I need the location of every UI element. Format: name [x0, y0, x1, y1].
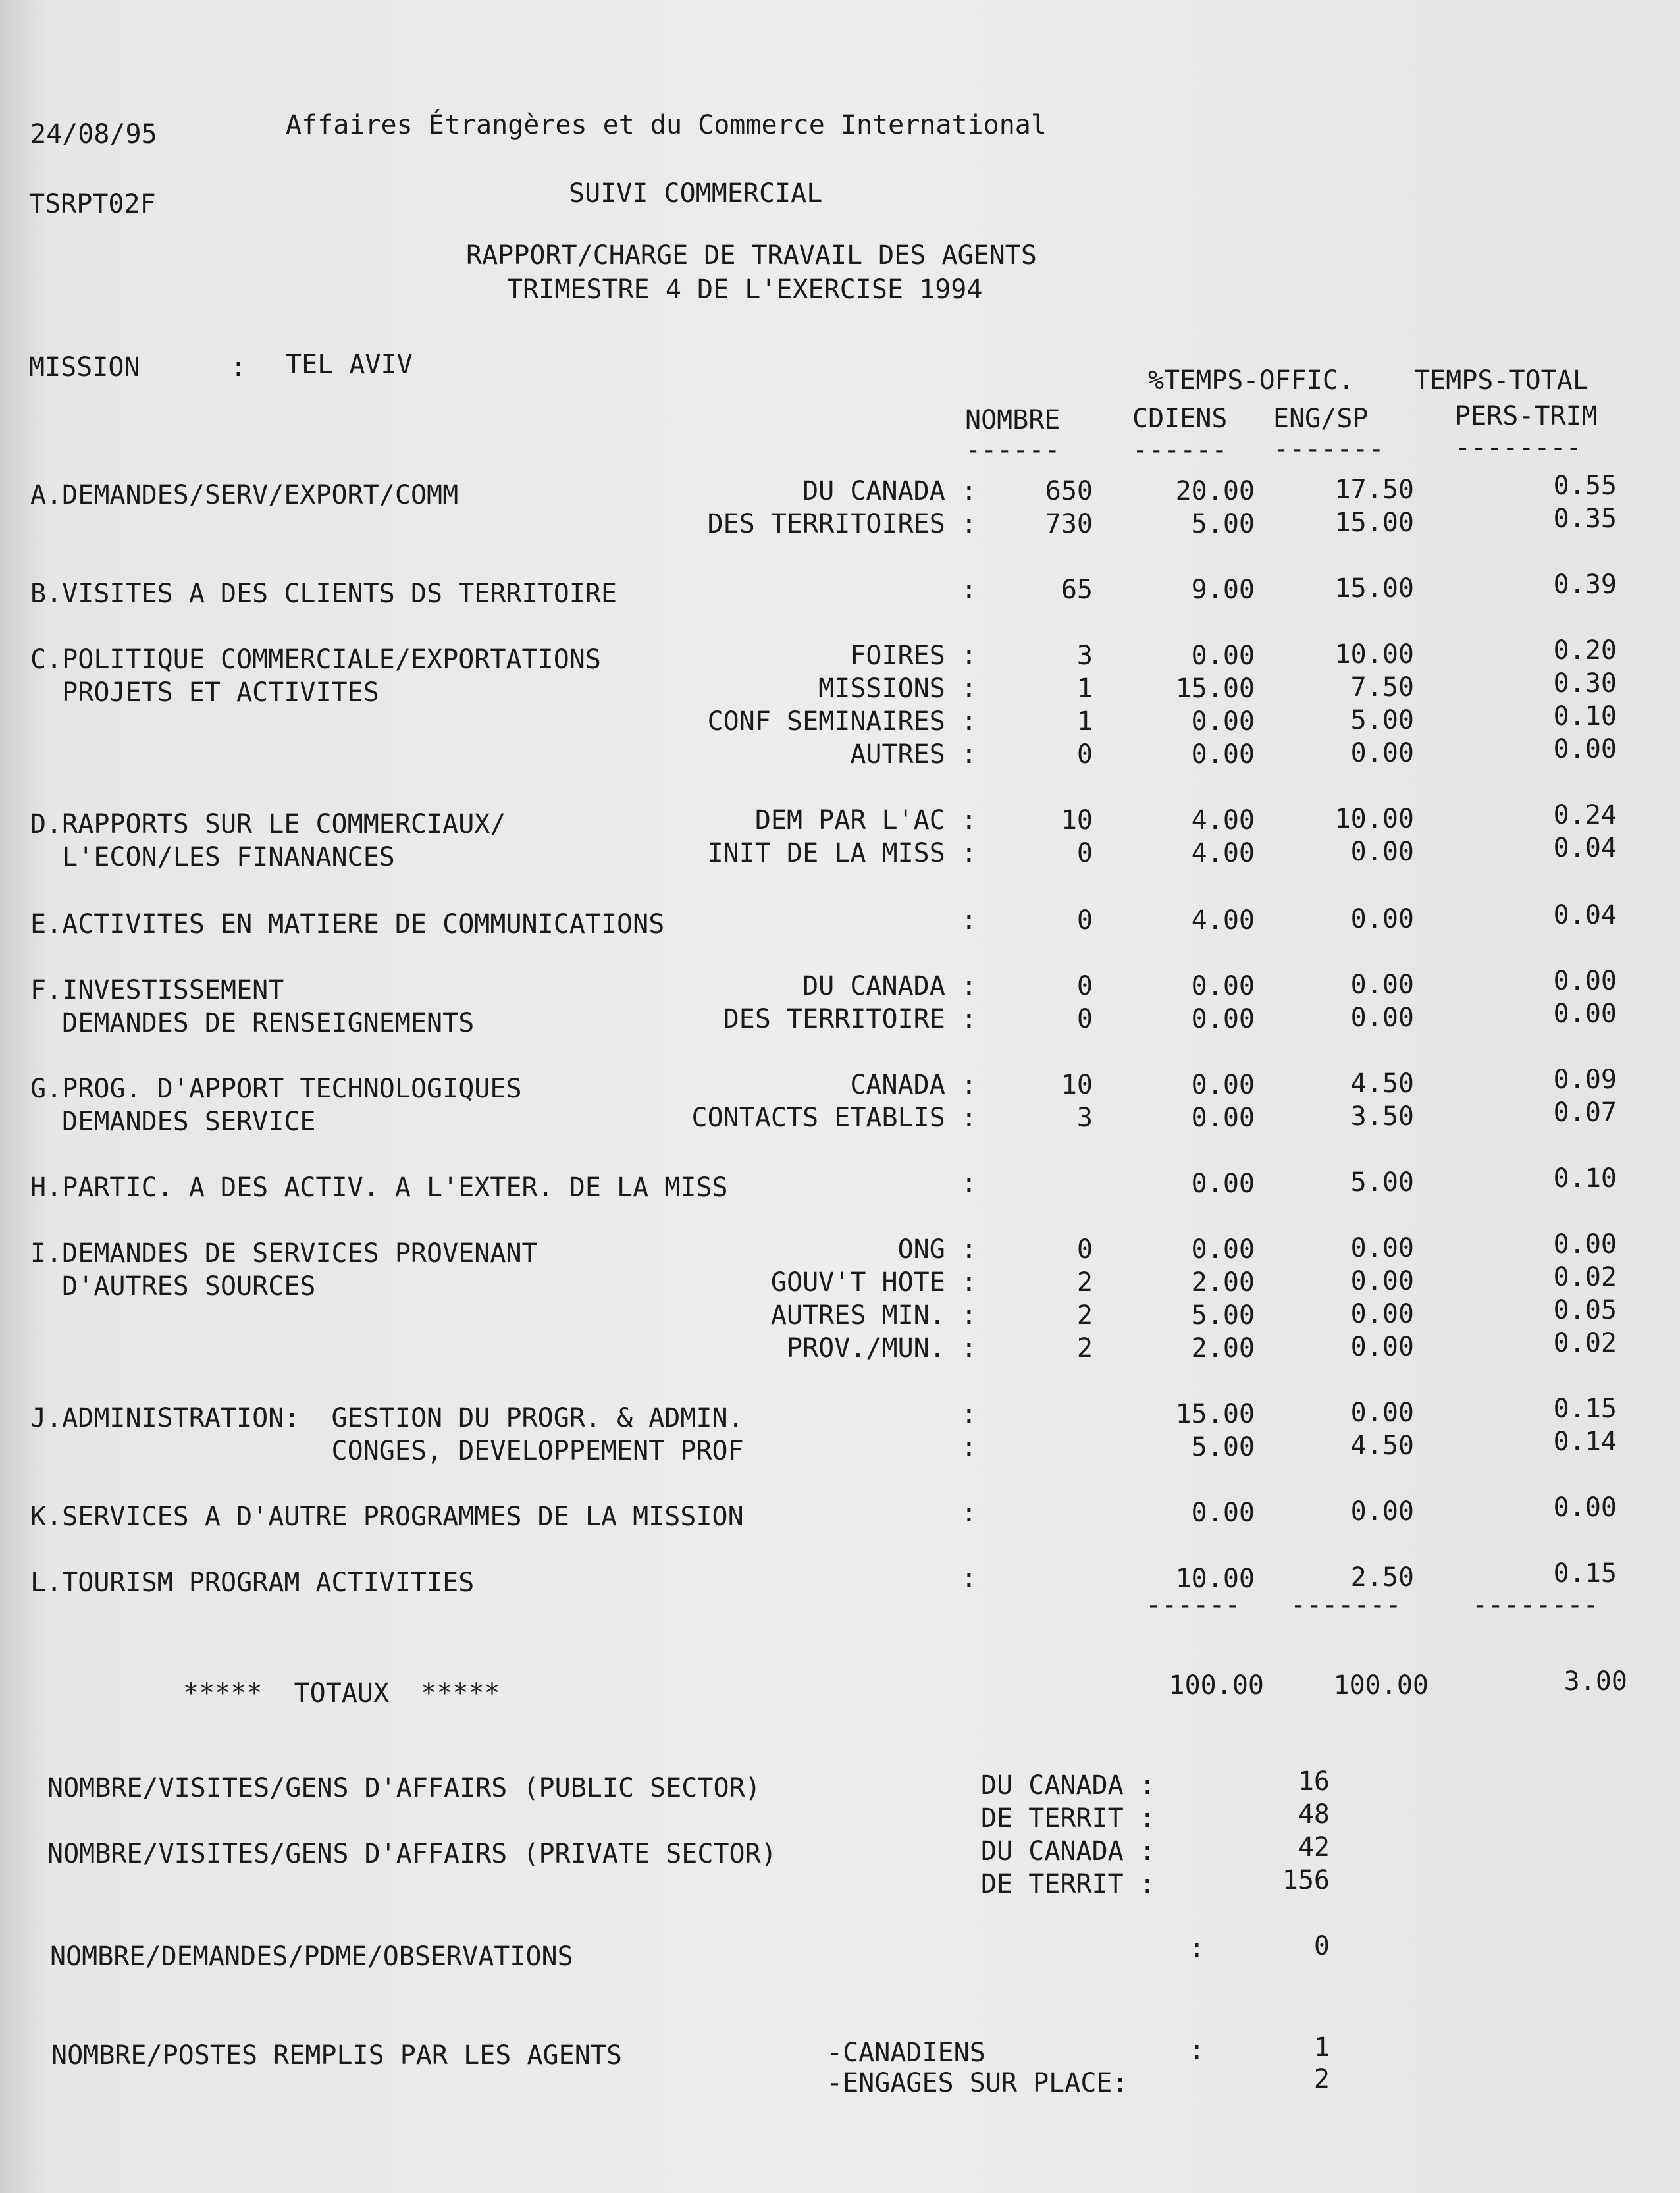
row-subcategory-label: CONF SEMINAIRES :	[707, 706, 977, 737]
row-engsp-value: 0.00	[1350, 1003, 1414, 1033]
row-perstrim-value: 0.30	[1553, 668, 1617, 699]
row-cdiens-value: 9.00	[1191, 575, 1255, 605]
row-engsp-value: 5.00	[1350, 705, 1414, 735]
col-dashes-perstrim: --------	[1455, 433, 1582, 463]
row-category-label: A.DEMANDES/SERV/EXPORT/COMM	[30, 480, 459, 510]
row-category-label: H.PARTIC. A DES ACTIV. A L'EXTER. DE LA MISS	[30, 1173, 728, 1203]
row-category-label: E.ACTIVITES EN MATIERE DE COMMUNICATIONS	[30, 909, 665, 939]
row-nombre-value: 2	[1076, 1333, 1093, 1363]
postes-canadiens-value: 1	[1313, 2032, 1330, 2063]
row-category-label: D.RAPPORTS SUR LE COMMERCIAUX/	[30, 809, 506, 839]
col-header-engsp: ENG/SP	[1273, 404, 1369, 434]
row-nombre-value: 1	[1076, 706, 1093, 737]
row-category-label: DEMANDES SERVICE	[30, 1107, 316, 1137]
visits-value: 156	[1282, 1865, 1330, 1895]
visits-sub-label: DU CANADA :	[981, 1770, 1155, 1801]
report-period: TRIMESTRE 4 DE L'EXERCISE 1994	[507, 275, 983, 305]
mission-value: TEL AVIV	[286, 350, 413, 380]
row-category-label: I.DEMANDES DE SERVICES PROVENANT	[30, 1238, 538, 1269]
row-nombre-value: 730	[1045, 509, 1093, 539]
row-nombre-value: 65	[1061, 575, 1093, 605]
postes-label: NOMBRE/POSTES REMPLIS PAR LES AGENTS	[51, 2040, 622, 2071]
row-perstrim-value: 0.10	[1553, 701, 1617, 731]
row-nombre-value: 2	[1076, 1300, 1093, 1331]
report-title: RAPPORT/CHARGE DE TRAVAIL DES AGENTS	[466, 240, 1037, 271]
row-perstrim-value: 0.55	[1553, 471, 1617, 501]
row-nombre-value: 3	[1076, 641, 1093, 671]
row-engsp-value: 7.50	[1350, 672, 1414, 702]
row-engsp-value: 17.50	[1334, 475, 1414, 505]
row-subcategory-label: MISSIONS :	[818, 674, 977, 704]
row-engsp-value: 15.00	[1334, 508, 1414, 538]
row-category-label: J.ADMINISTRATION: GESTION DU PROGR. & ADMIN.	[30, 1403, 744, 1433]
postes-engages-label: -ENGAGES SUR PLACE:	[827, 2068, 1128, 2098]
totals-perstrim: 3.00	[1563, 1666, 1627, 1697]
row-perstrim-value: 0.15	[1553, 1558, 1617, 1589]
row-cdiens-value: 0.00	[1191, 641, 1255, 671]
row-subcategory-label: DES TERRITOIRES :	[707, 509, 977, 539]
col-dashes-engsp: -------	[1273, 434, 1384, 464]
row-perstrim-value: 0.04	[1553, 833, 1617, 863]
row-engsp-value: 4.50	[1350, 1069, 1414, 1099]
visits-sub-label: DE TERRIT :	[981, 1803, 1155, 1834]
row-perstrim-value: 0.00	[1553, 1493, 1617, 1523]
row-perstrim-value: 0.15	[1553, 1394, 1617, 1424]
row-nombre-value: 0	[1076, 971, 1093, 1001]
row-cdiens-value: 0.00	[1191, 1234, 1255, 1265]
row-subcategory-label: :	[960, 1498, 977, 1528]
row-cdiens-value: 0.00	[1191, 1169, 1255, 1199]
row-perstrim-value: 0.02	[1553, 1262, 1617, 1292]
postes-canadiens-label: -CANADIENS	[827, 2038, 985, 2068]
row-subcategory-label: FOIRES :	[850, 641, 977, 671]
visits-value: 42	[1298, 1832, 1330, 1863]
row-subcategory-label: CANADA :	[850, 1070, 977, 1100]
row-subcategory-label: CONTACTS ETABLIS :	[691, 1103, 977, 1133]
totals-cdiens: 100.00	[1168, 1670, 1264, 1701]
row-engsp-value: 15.00	[1334, 573, 1414, 604]
row-category-label: K.SERVICES A D'AUTRE PROGRAMMES DE LA MISSION	[30, 1502, 744, 1532]
row-cdiens-value: 0.00	[1191, 971, 1255, 1001]
row-cdiens-value: 0.00	[1191, 1498, 1255, 1528]
row-subcategory-label: DEM PAR L'AC :	[754, 805, 977, 835]
row-engsp-value: 0.00	[1350, 970, 1414, 1000]
row-engsp-value: 10.00	[1334, 639, 1414, 670]
visits-sub-label: DE TERRIT :	[981, 1869, 1155, 1899]
row-cdiens-value: 0.00	[1191, 1004, 1255, 1034]
col-header-cdiens: CDIENS	[1132, 404, 1228, 434]
observations-label: NOMBRE/DEMANDES/PDME/OBSERVATIONS	[50, 1942, 573, 1972]
row-engsp-value: 10.00	[1334, 804, 1414, 834]
row-perstrim-value: 0.14	[1553, 1427, 1617, 1457]
row-subcategory-label: AUTRES :	[850, 739, 977, 770]
row-cdiens-value: 5.00	[1191, 1300, 1255, 1331]
postes-engages-value: 2	[1313, 2064, 1330, 2094]
row-subcategory-label: :	[960, 1169, 977, 1199]
row-perstrim-value: 0.09	[1553, 1065, 1617, 1095]
visits-value: 16	[1298, 1766, 1330, 1797]
row-perstrim-value: 0.20	[1553, 635, 1617, 666]
row-perstrim-value: 0.02	[1553, 1328, 1617, 1358]
report-code: TSRPT02F	[29, 189, 156, 219]
row-category-label: C.POLITIQUE COMMERCIALE/EXPORTATIONS	[30, 645, 601, 675]
col-header-perstrim: PERS-TRIM	[1455, 401, 1598, 431]
mission-label: MISSION	[29, 352, 140, 383]
row-subcategory-label: DES TERRITOIRE :	[723, 1004, 977, 1034]
row-subcategory-label: ONG :	[897, 1234, 977, 1265]
observations-colon: :	[1189, 1934, 1205, 1964]
row-nombre-value: 0	[1076, 1234, 1093, 1265]
row-cdiens-value: 15.00	[1175, 674, 1255, 704]
row-subcategory-label: INIT DE LA MISS :	[707, 838, 977, 868]
col-dashes-cdiens: ------	[1132, 435, 1228, 465]
row-perstrim-value: 0.35	[1553, 504, 1617, 534]
row-nombre-value: 10	[1061, 1070, 1093, 1100]
row-category-label: B.VISITES A DES CLIENTS DS TERRITOIRE	[30, 579, 617, 609]
row-nombre-value: 0	[1076, 905, 1093, 936]
organization-name: Affaires Étrangères et du Commerce International	[286, 110, 1047, 140]
col-header-temps-total: TEMPS-TOTAL	[1414, 365, 1588, 396]
totals-dashes-cdiens: ------	[1145, 1590, 1241, 1620]
row-category-label: CONGES, DEVELOPPEMENT PROF	[30, 1436, 744, 1466]
row-subcategory-label: PROV./MUN. :	[787, 1333, 977, 1363]
row-cdiens-value: 5.00	[1191, 1432, 1255, 1462]
totals-engsp: 100.00	[1333, 1670, 1429, 1701]
row-perstrim-value: 0.24	[1553, 800, 1617, 830]
row-perstrim-value: 0.39	[1553, 569, 1617, 600]
row-cdiens-value: 0.00	[1191, 1103, 1255, 1133]
row-nombre-value: 1	[1076, 674, 1093, 704]
totals-dashes-engsp: -------	[1290, 1590, 1402, 1620]
row-cdiens-value: 0.00	[1191, 1070, 1255, 1100]
row-category-label: F.INVESTISSEMENT	[30, 975, 284, 1005]
col-header-pct-temps: %TEMPS-OFFIC.	[1148, 365, 1355, 396]
row-engsp-value: 0.00	[1350, 1332, 1414, 1362]
row-perstrim-value: 0.00	[1553, 999, 1617, 1029]
row-cdiens-value: 4.00	[1191, 838, 1255, 868]
col-header-nombre: NOMBRE	[965, 405, 1061, 435]
row-cdiens-value: 20.00	[1175, 476, 1255, 506]
row-nombre-value: 0	[1076, 838, 1093, 868]
row-nombre-value: 3	[1076, 1103, 1093, 1133]
row-category-label: D'AUTRES SOURCES	[30, 1271, 316, 1302]
visits-value: 48	[1298, 1799, 1330, 1830]
col-dashes-nombre: ------	[965, 435, 1061, 465]
row-nombre-value: 2	[1076, 1267, 1093, 1298]
row-category-label: PROJETS ET ACTIVITES	[30, 677, 379, 708]
row-cdiens-value: 0.00	[1191, 706, 1255, 737]
visits-sub-label: DU CANADA :	[981, 1836, 1155, 1866]
row-cdiens-value: 10.00	[1175, 1564, 1255, 1594]
row-subcategory-label: :	[960, 1564, 977, 1594]
row-engsp-value: 5.00	[1350, 1167, 1414, 1198]
row-nombre-value: 0	[1076, 739, 1093, 770]
row-cdiens-value: 0.00	[1191, 739, 1255, 770]
row-cdiens-value: 2.00	[1191, 1267, 1255, 1298]
observations-value: 0	[1313, 1931, 1330, 1961]
row-perstrim-value: 0.10	[1553, 1163, 1617, 1194]
row-nombre-value: 10	[1061, 805, 1093, 835]
row-engsp-value: 0.00	[1350, 837, 1414, 867]
row-engsp-value: 0.00	[1350, 1496, 1414, 1527]
row-engsp-value: 0.00	[1350, 1299, 1414, 1329]
row-subcategory-label: :	[960, 905, 977, 936]
row-cdiens-value: 2.00	[1191, 1333, 1255, 1363]
totals-dashes-perstrim: --------	[1472, 1590, 1599, 1620]
row-nombre-value: 650	[1045, 476, 1093, 506]
row-engsp-value: 0.00	[1350, 1398, 1414, 1428]
row-category-label: DEMANDES DE RENSEIGNEMENTS	[30, 1008, 475, 1038]
report-date: 24/08/95	[30, 119, 157, 149]
totals-label: ***** TOTAUX *****	[183, 1678, 500, 1708]
row-engsp-value: 0.00	[1350, 1266, 1414, 1296]
row-subcategory-label: :	[960, 1399, 977, 1429]
postes-canadiens-colon: :	[1189, 2035, 1205, 2065]
row-subcategory-label: DU CANADA :	[802, 476, 977, 506]
row-subcategory-label: DU CANADA :	[802, 971, 977, 1001]
row-cdiens-value: 15.00	[1175, 1399, 1255, 1429]
row-cdiens-value: 4.00	[1191, 805, 1255, 835]
row-perstrim-value: 0.00	[1553, 966, 1617, 996]
row-category-label: L'ECON/LES FINANANCES	[30, 842, 395, 872]
row-perstrim-value: 0.00	[1553, 1229, 1617, 1259]
row-perstrim-value: 0.00	[1553, 734, 1617, 764]
visits-category-label: NOMBRE/VISITES/GENS D'AFFAIRS (PRIVATE SECTOR)	[47, 1839, 777, 1869]
row-engsp-value: 0.00	[1350, 738, 1414, 768]
row-perstrim-value: 0.07	[1553, 1097, 1617, 1128]
row-subcategory-label: :	[960, 1432, 977, 1462]
system-name: SUIVI COMMERCIAL	[569, 178, 823, 209]
row-engsp-value: 0.00	[1350, 1233, 1414, 1263]
row-subcategory-label: GOUV'T HOTE :	[770, 1267, 977, 1298]
row-perstrim-value: 0.04	[1553, 900, 1617, 930]
row-engsp-value: 3.50	[1350, 1101, 1414, 1132]
row-engsp-value: 0.00	[1350, 904, 1414, 934]
visits-category-label: NOMBRE/VISITES/GENS D'AFFAIRS (PUBLIC SECTOR)	[47, 1773, 761, 1803]
row-category-label: G.PROG. D'APPORT TECHNOLOGIQUES	[30, 1074, 522, 1104]
row-subcategory-label: AUTRES MIN. :	[770, 1300, 977, 1331]
row-category-label: L.TOURISM PROGRAM ACTIVITIES	[30, 1568, 475, 1598]
row-cdiens-value: 5.00	[1191, 509, 1255, 539]
mission-colon: :	[230, 352, 247, 383]
row-engsp-value: 2.50	[1350, 1562, 1414, 1593]
row-perstrim-value: 0.05	[1553, 1295, 1617, 1325]
row-engsp-value: 4.50	[1350, 1431, 1414, 1461]
row-cdiens-value: 4.00	[1191, 905, 1255, 936]
row-nombre-value: 0	[1076, 1004, 1093, 1034]
row-subcategory-label: :	[960, 575, 977, 605]
